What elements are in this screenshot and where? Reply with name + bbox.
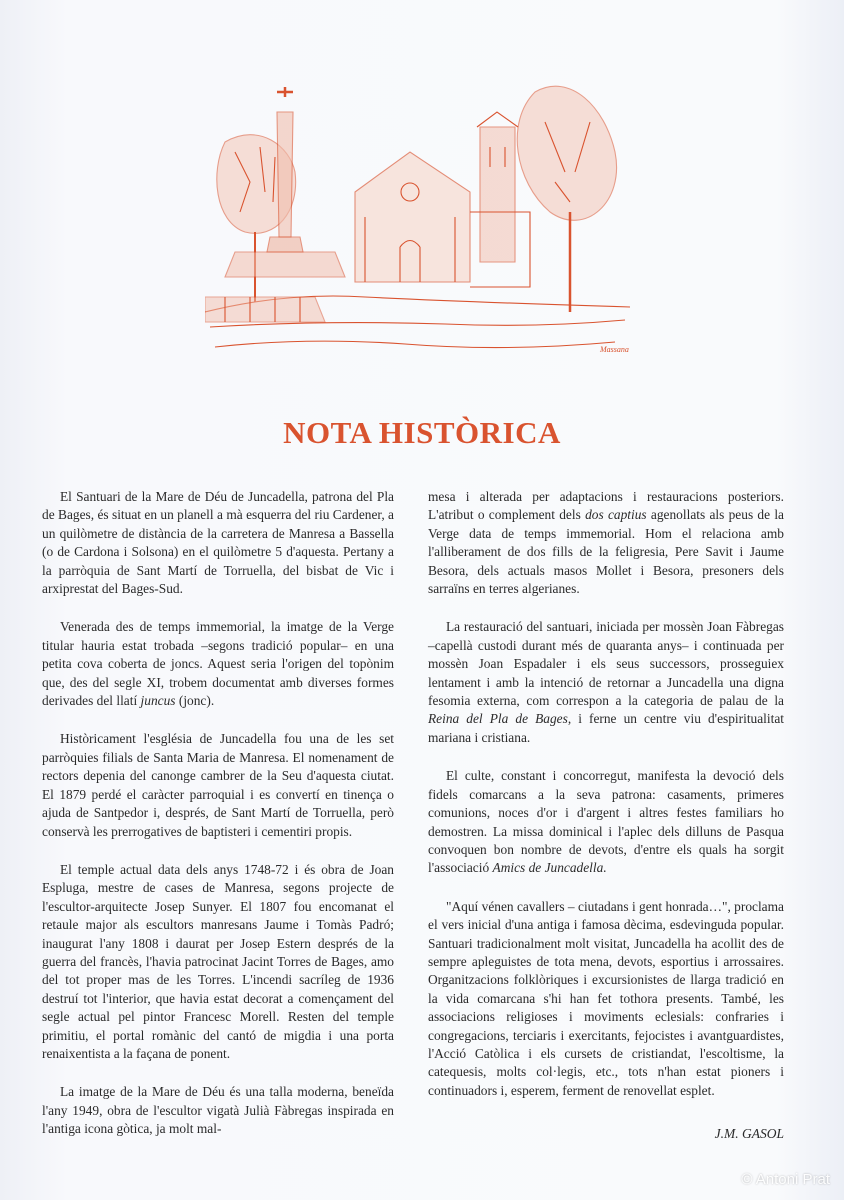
ground (205, 296, 630, 348)
photo-credit: © Antoni Prat (741, 1171, 830, 1188)
page-title: NOTA HISTÒRICA (283, 415, 561, 450)
left-paragraph-2: Venerada des de temps immemorial, la imatge de la Verge titular hauria estat trobada –segons tradició popular– en una petita cova coberta de joncs. Aquest seria l'origen del topònim que, des del segle XI, trobem documentat amb diverses formes derivades del llatí juncus (jonc). (42, 619, 394, 709)
author-signature: J.M. GASOL (714, 1126, 784, 1141)
left-paragraph-3: Històricament l'església de Juncadella fou una de les set parròquies filials de Santa Maria de Manresa. El nomenament de rectors depenia del canonge cambrer de la Seu d'aquesta ciutat. El 1879 perdé el caràcter parroquial i es convertí en tinença o ajuda de Santpedor i, després, de Sant Martí de Torruella, però conservà les prerrogatives de baptisteri i cementiri propis. (42, 731, 394, 839)
sanctuary-illustration (205, 52, 630, 372)
artist-signature: Massana (600, 345, 629, 354)
right-paragraph-4: "Aquí vénen cavallers – ciutadans i gent honrada…", proclama el vers inicial d'una antiga i famosa dècima, esdevinguda popular. Santuari tradicionalment molt visitat, Juncadella ha acollit des de sempre apleguistes de tota mena, devots, esportius i arrossaires. Organitzacions folklòriques i excursionistes de llarga tradició en la vida comarcana s'hi han fet tothora presents. També, les associacions religioses i moviments eclesials: confraries i congregacions, terciaris i exercitants, fejocistes i avantguardistes, l'Acció Catòlica i els cursets de cristiandat, l'escoltisme, la catequesis, molts col·legis, etc., tots n'han estat pioners i continuadors i, esperem, ferment de renovellat esplet. (428, 898, 784, 1098)
left-paragraph-4: El temple actual data dels anys 1748-72 i és obra de Joan Espluga, mestre de cases de Manresa, segons projecte de l'escultor-arquitecte Josep Sunyer. El 1807 fou encomanat el retaule major als escultors manresans Jaume i Tomàs Padró; inaugurat l'any 1808 i daurat per Josep Estern després de la guerra del francès, l'havia patrocinat Jacint Torres de Bages, amo del tot proper mas de les Torres. L'incendi sacríleg de 1936 destruí tot l'interior, que havia estat decorat a començament del segle actual pel pintor Francesc Morell. Resten del temple primitiu, el portal romànic del cantó de migdia i una porta renaixentista a la façana de ponent. (42, 861, 394, 1061)
right-column (428, 488, 784, 1100)
right-tree (517, 86, 616, 312)
right-paragraph-1: mesa i alterada per adaptacions i restauracions posteriors. L'atribut o complement dels dos captius agenollats als peus de la Verge data de temps immemorial. Hom el relaciona amb l'alliberament de dos fills de la feligresia, Pere Savit i Jaume Besora, dels actuals masos Mollet i Besora, presoners dels sarraïns en terres algerianes. (428, 489, 784, 597)
right-paragraph-3: El culte, constant i concorregut, manifesta la devoció dels fidels comarcans a la seva patrona: casaments, primeres comunions, noces d'or i d'argent i altres festes familiars ho demostren. La missa dominical i l'aplec dels dilluns de Pasqua convoquen bon nombre de devots, d'entre els quals ha sorgit l'associació Amics de Juncadella. (428, 768, 784, 876)
right-paragraph-2: La restauració del santuari, iniciada per mossèn Joan Fàbregas –capellà custodi durant més de quaranta anys– i continuada per mossèn Joan Espadaler i els seus successors, prosseguiex lentament i amb la intenció de retornar a Juncadella una digna fesomia externa, com correspon a la categoria de palau de la Reina del Pla de Bages, i ferne un centre viu d'espiritualitat mariana i cristiana. (428, 619, 784, 745)
church (355, 152, 470, 282)
left-paragraph-1: El Santuari de la Mare de Déu de Juncadella, patrona del Pla de Bages, és situat en un planell a mà esquerra del riu Cardener, a un quilòmetre de distància de la carretera de Manresa a Bassella (o de Cardona i Solsona) en el quilòmetre 5 d'aquesta. Pertany a la parròquia de Sant Martí de Torruella, del bisbat de Vic i arxiprestat del Bages-Sud. (42, 489, 394, 597)
left-column (42, 488, 394, 1139)
left-paragraph-5: La imatge de la Mare de Déu és una talla moderna, beneïda l'any 1949, obra de l'escultor vigatà Julià Fàbregas inspirada en l'antiga icona gòtica, ja molt mal- (42, 1084, 394, 1137)
